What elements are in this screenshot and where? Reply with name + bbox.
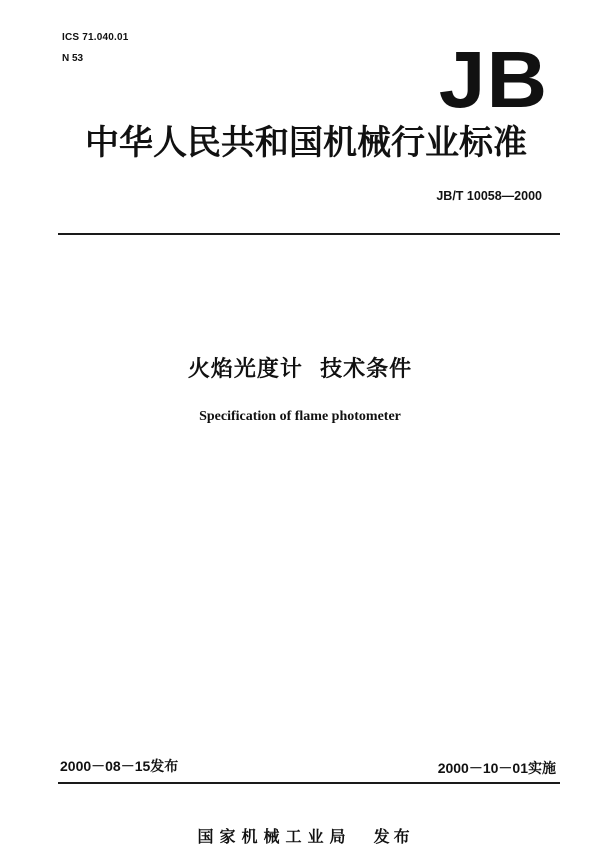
issuer-organization: 国家机械工业局 xyxy=(197,827,352,846)
issuer-line xyxy=(0,805,600,847)
document-title-chinese: 火焰光度计 技术条件 xyxy=(187,357,413,382)
classification-code: N 53 xyxy=(62,53,84,64)
standard-number: JB/T 10058—2000 xyxy=(436,189,542,203)
header-divider xyxy=(58,233,560,235)
jb-logo: JB xyxy=(438,35,548,124)
standard-organization-title: 中华人民共和国机械行业标准 xyxy=(85,123,527,163)
issuer-verb: 发布 xyxy=(373,827,414,846)
footer-divider xyxy=(58,782,560,784)
document-title-english: Specification of flame photometer xyxy=(199,409,401,424)
issue-date: 2000－08－15发布 xyxy=(60,758,179,774)
ics-code: ICS 71.040.01 xyxy=(62,32,129,43)
implementation-date: 2000－10－01实施 xyxy=(437,760,556,776)
